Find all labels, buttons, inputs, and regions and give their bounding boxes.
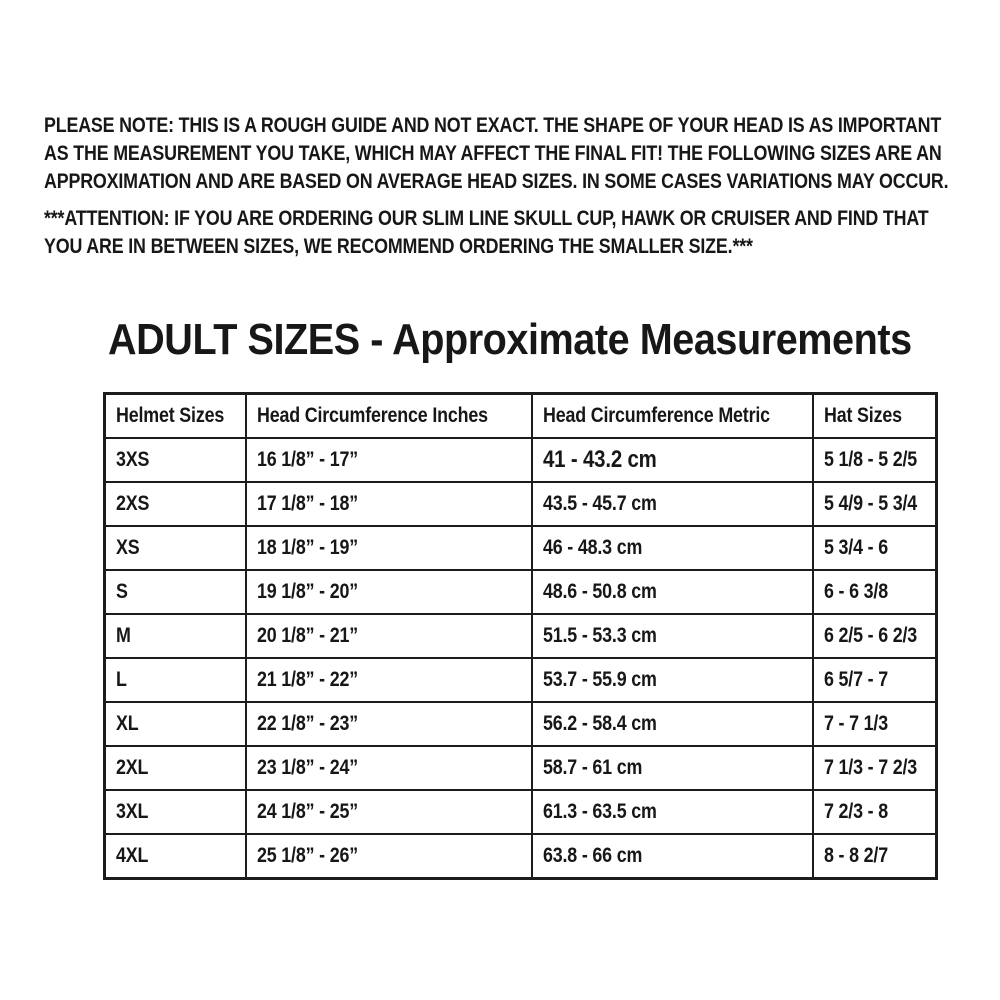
table-row: [105, 702, 937, 746]
page-title: [108, 314, 1000, 366]
text-line-content: ***ATTENTION: IF YOU ARE ORDERING OUR SLIM LINE SKULL CUP, HAWK OR CRUISER AND FIND THAT: [44, 207, 929, 230]
text-line-content: AS THE MEASUREMENT YOU TAKE, WHICH MAY AFFECT THE FINAL FIT! THE FOLLOWING SIZES ARE AN: [44, 142, 942, 165]
metric-cell: [532, 614, 813, 658]
hat-size-cell-value: 7 1/3 - 7 2/3: [823, 756, 917, 779]
inches-cell-value: 23 1/8” - 24”: [257, 756, 359, 779]
metric-cell: [532, 570, 813, 614]
helmet-size-cell: [105, 746, 247, 790]
inches-cell: [246, 746, 532, 790]
helmet-size-cell-value: XS: [116, 536, 140, 559]
hat-size-cell: [813, 746, 937, 790]
metric-cell-value: 61.3 - 63.5 cm: [542, 800, 657, 823]
hat-size-cell-value: 5 3/4 - 6: [823, 536, 888, 559]
inches-cell: [246, 834, 532, 879]
table-body: [105, 438, 937, 879]
hat-size-cell: [813, 702, 937, 746]
page-title-text: ADULT SIZES - Approximate Measurements: [108, 315, 912, 364]
metric-cell: [532, 438, 813, 482]
table-header-row: [105, 394, 937, 439]
note-paragraph: [44, 112, 1000, 196]
hat-size-cell: [813, 570, 937, 614]
hat-size-cell: [813, 658, 937, 702]
metric-cell-value: 43.5 - 45.7 cm: [542, 492, 657, 515]
helmet-size-cell: [105, 790, 247, 834]
helmet-size-cell-value: XL: [116, 712, 139, 735]
metric-cell: [532, 526, 813, 570]
inches-cell-value: 25 1/8” - 26”: [257, 844, 359, 867]
inches-cell: [246, 570, 532, 614]
text-line: [44, 205, 1000, 233]
inches-cell-value: 24 1/8” - 25”: [257, 800, 359, 823]
metric-cell-value: 48.6 - 50.8 cm: [542, 580, 657, 603]
helmet-size-cell-value: S: [116, 580, 128, 603]
hat-size-cell-value: 5 1/8 - 5 2/5: [823, 448, 917, 471]
table-row: [105, 482, 937, 526]
inches-cell-value: 19 1/8” - 20”: [257, 580, 359, 603]
inches-cell-value: 18 1/8” - 19”: [257, 536, 359, 559]
metric-cell: [532, 482, 813, 526]
hat-size-cell: [813, 790, 937, 834]
table-row: [105, 526, 937, 570]
helmet-size-cell: [105, 702, 247, 746]
helmet-size-cell-value: 4XL: [116, 844, 149, 867]
helmet-size-cell: [105, 614, 247, 658]
table-row: [105, 746, 937, 790]
inches-cell: [246, 790, 532, 834]
inches-cell-value: 22 1/8” - 23”: [257, 712, 359, 735]
hat-size-cell-value: 6 5/7 - 7: [823, 668, 888, 691]
metric-cell-value: 46 - 48.3 cm: [542, 536, 642, 559]
inches-cell-value: 16 1/8” - 17”: [257, 448, 359, 471]
helmet-size-cell-value: 3XS: [116, 448, 150, 471]
hat-size-cell-value: 6 2/5 - 6 2/3: [823, 624, 917, 647]
text-line: [44, 168, 1000, 196]
column-header-label: Head Circumference Inches: [257, 404, 489, 427]
helmet-size-cell-value: 2XS: [116, 492, 150, 515]
metric-cell: [532, 746, 813, 790]
size-table: [103, 392, 938, 880]
attention-paragraph: [44, 205, 1000, 261]
table-row: [105, 790, 937, 834]
hat-size-cell-value: 5 4/9 - 5 3/4: [823, 492, 917, 515]
metric-cell-value: 41 - 43.2 cm: [542, 446, 657, 473]
table-row: [105, 438, 937, 482]
metric-cell: [532, 658, 813, 702]
metric-cell-value: 53.7 - 55.9 cm: [542, 668, 657, 691]
text-line: [44, 233, 1000, 261]
hat-size-cell: [813, 834, 937, 879]
table-row: [105, 570, 937, 614]
column-header: [813, 394, 937, 439]
inches-cell: [246, 438, 532, 482]
text-line: [44, 140, 1000, 168]
helmet-size-cell: [105, 834, 247, 879]
helmet-size-cell: [105, 570, 247, 614]
table-row: [105, 658, 937, 702]
inches-cell: [246, 614, 532, 658]
helmet-size-cell: [105, 482, 247, 526]
helmet-size-cell-value: L: [116, 668, 127, 691]
hat-size-cell-value: 7 2/3 - 8: [823, 800, 888, 823]
table-row: [105, 834, 937, 879]
helmet-size-cell-value: 2XL: [116, 756, 149, 779]
helmet-size-cell: [105, 526, 247, 570]
helmet-size-cell-value: 3XL: [116, 800, 149, 823]
column-header: [246, 394, 532, 439]
hat-size-cell: [813, 438, 937, 482]
text-line: [44, 112, 1000, 140]
inches-cell-value: 20 1/8” - 21”: [257, 624, 359, 647]
hat-size-cell: [813, 614, 937, 658]
inches-cell: [246, 482, 532, 526]
hat-size-cell-value: 7 - 7 1/3: [823, 712, 888, 735]
metric-cell-value: 58.7 - 61 cm: [542, 756, 642, 779]
column-header: [105, 394, 247, 439]
inches-cell-value: 21 1/8” - 22”: [257, 668, 359, 691]
column-header-label: Hat Sizes: [823, 404, 902, 427]
metric-cell-value: 56.2 - 58.4 cm: [542, 712, 657, 735]
inches-cell: [246, 702, 532, 746]
column-header-label: Head Circumference Metric: [542, 404, 770, 427]
hat-size-cell: [813, 482, 937, 526]
inches-cell: [246, 658, 532, 702]
text-line-content: YOU ARE IN BETWEEN SIZES, WE RECOMMEND ORDERING THE SMALLER SIZE.***: [44, 235, 753, 258]
helmet-size-cell: [105, 658, 247, 702]
metric-cell: [532, 790, 813, 834]
helmet-size-cell-value: M: [116, 624, 131, 647]
text-line-content: APPROXIMATION AND ARE BASED ON AVERAGE HEAD SIZES. IN SOME CASES VARIATIONS MAY OCCUR.: [44, 170, 949, 193]
hat-size-cell: [813, 526, 937, 570]
hat-size-cell-value: 8 - 8 2/7: [823, 844, 888, 867]
inches-cell-value: 17 1/8” - 18”: [257, 492, 359, 515]
helmet-size-cell: [105, 438, 247, 482]
inches-cell: [246, 526, 532, 570]
text-line-content: PLEASE NOTE: THIS IS A ROUGH GUIDE AND NOT EXACT. THE SHAPE OF YOUR HEAD IS AS IMPORTANT: [44, 114, 942, 137]
table-row: [105, 614, 937, 658]
column-header: [532, 394, 813, 439]
metric-cell-value: 63.8 - 66 cm: [542, 844, 642, 867]
hat-size-cell-value: 6 - 6 3/8: [823, 580, 888, 603]
metric-cell: [532, 834, 813, 879]
metric-cell-value: 51.5 - 53.3 cm: [542, 624, 657, 647]
column-header-label: Helmet Sizes: [116, 404, 225, 427]
metric-cell: [532, 702, 813, 746]
